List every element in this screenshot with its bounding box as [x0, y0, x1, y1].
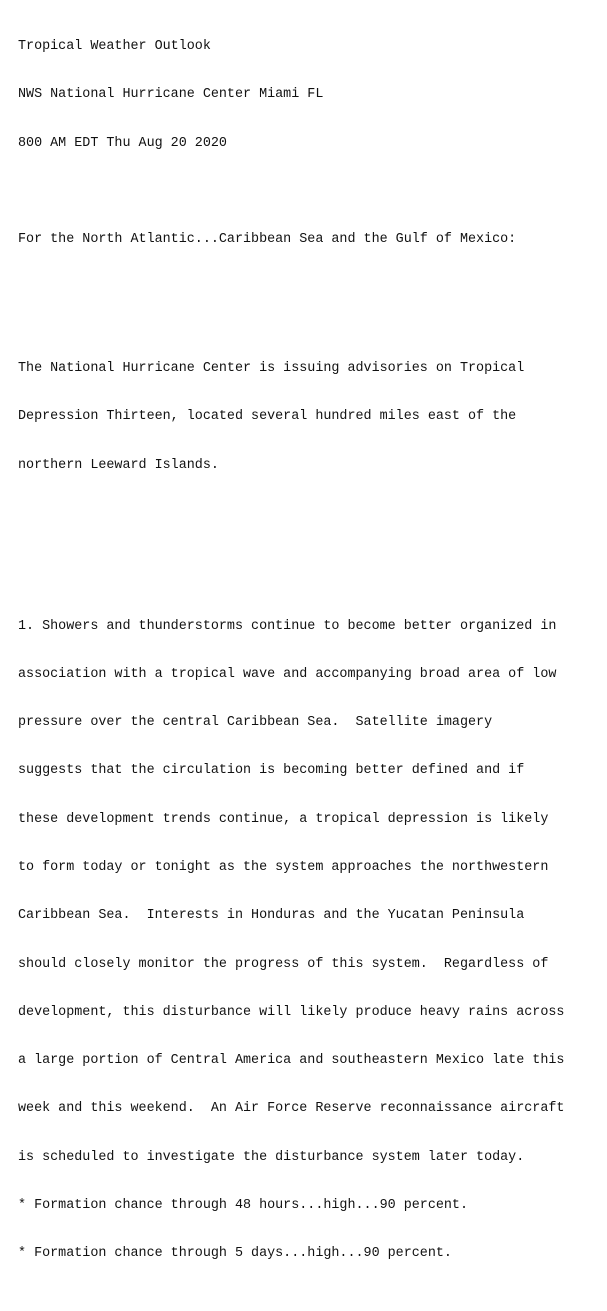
spacer: [18, 184, 603, 200]
formation-chance-48h: * Formation chance through 48 hours...high...90 percent.: [18, 1197, 468, 1213]
formation-chance-5d: * Formation chance through 5 days...high...90 percent.: [18, 1246, 452, 1262]
item-line: to form today or tonight as the system approaches the northwestern: [18, 859, 549, 875]
item-line: suggests that the circulation is becoming better defined and if: [18, 763, 525, 779]
item-line: is scheduled to investigate the disturbance system later today.: [18, 1149, 525, 1165]
document-title: Tropical Weather Outlook: [18, 39, 211, 55]
issue-datetime: 800 AM EDT Thu Aug 20 2020: [18, 135, 227, 151]
item-line: association with a tropical wave and accompanying broad area of low: [18, 666, 557, 682]
item-line: Caribbean Sea. Interests in Honduras and the Yucatan Peninsula: [18, 908, 525, 924]
item-line: 1. Showers and thunderstorms continue to become better organized in: [18, 618, 557, 634]
item-line: a large portion of Central America and southeastern Mexico late this: [18, 1053, 565, 1069]
advisory-paragraph: [18, 329, 603, 506]
advisory-line: The National Hurricane Center is issuing advisories on Tropical: [18, 361, 525, 377]
advisory-line: Depression Thirteen, located several hundred miles east of the: [18, 409, 517, 425]
spacer: [18, 281, 603, 297]
outlook-item-1: [18, 586, 603, 1294]
item-line: development, this disturbance will likely produce heavy rains across: [18, 1004, 565, 1020]
spacer: [18, 538, 603, 554]
item-line: week and this weekend. An Air Force Reserve reconnaissance aircraft: [18, 1101, 565, 1117]
item-line: pressure over the central Caribbean Sea. Satellite imagery: [18, 715, 493, 731]
issuing-office: NWS National Hurricane Center Miami FL: [18, 87, 324, 103]
item-line: should closely monitor the progress of this system. Regardless of: [18, 956, 549, 972]
region-heading: For the North Atlantic...Caribbean Sea and the Gulf of Mexico:: [18, 232, 517, 248]
advisory-line: northern Leeward Islands.: [18, 457, 219, 473]
item-line: these development trends continue, a tropical depression is likely: [18, 811, 549, 827]
outlook-document: [18, 7, 603, 1311]
